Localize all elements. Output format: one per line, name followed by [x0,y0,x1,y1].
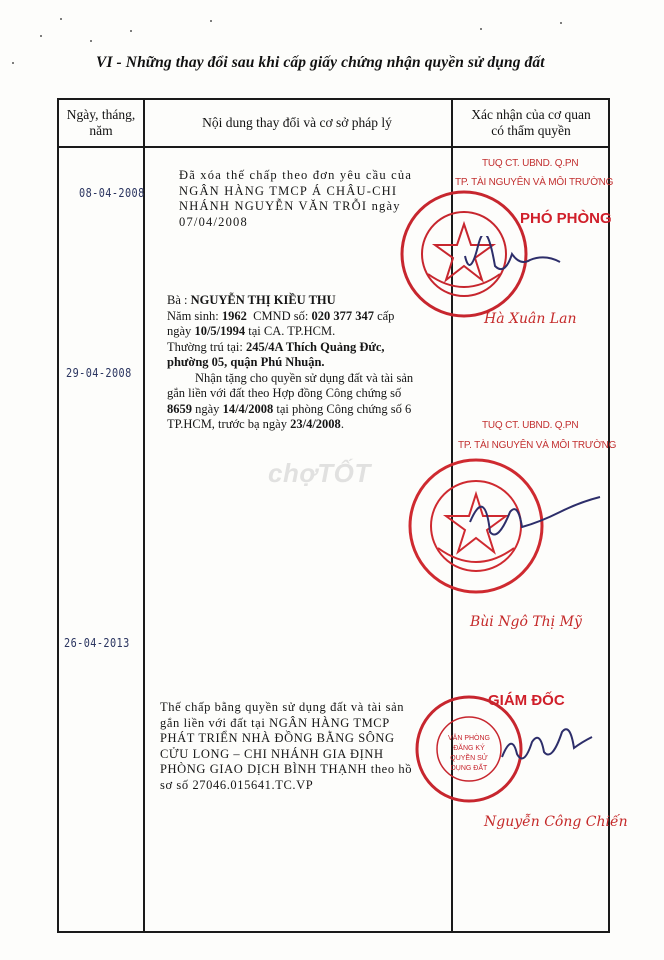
row-date: 29-04-2008 [66,366,132,380]
stamp-authority: TUQ CT. UBND. Q.PN [482,158,579,169]
header-content: Nội dung thay đổi và cơ sở pháp lý [202,115,392,130]
signer-name: Bùi Ngô Thị Mỹ [470,614,582,630]
svg-text:QUYỀN SỬ: QUYỀN SỬ [450,755,488,762]
entry-text-2: Bà : NGUYỄN THỊ KIỀU THU Năm sinh: 1962 CMND số: 020 377 347 cấp ngày 10/5/1994 tại CA. TP.HCM. Thường trú tại: 245/4A Thích Quảng Đức, phường 05, quận Phú Nhuận. Nhận tặng cho quyền sử dụng đất và tài sản gắn liền với đất theo Hợp đồng Công chứng số 8659 ngày 14/4/2008 tại phòng Công chứng số 6 TP.HCM, trước bạ ngày 23/4/2008. [167,293,457,433]
signer-name: Nguyễn Công Chiến [484,814,628,830]
page-title: VI - Những thay đổi sau khi cấp giấy chứng nhận quyền sử dụng đất [96,54,545,71]
svg-text:DỤNG ĐẤT: DỤNG ĐẤT [450,765,488,772]
signature-icon [460,482,610,552]
stamp-department: TP. TÀI NGUYÊN VÀ MÔI TRƯỜNG [455,177,614,188]
stamp-department: TP. TÀI NGUYÊN VÀ MÔI TRƯỜNG [458,440,617,451]
signature-icon [492,712,602,782]
watermark-logo: chợTỐT [268,458,371,488]
svg-text:VĂN PHÒNG: VĂN PHÒNG [447,735,491,742]
signature-icon [450,236,580,286]
svg-text:ĐĂNG KÝ: ĐĂNG KÝ [453,745,485,752]
owner-line: Bà : NGUYỄN THỊ KIỀU THU [167,293,336,307]
stamp-authority: TUQ CT. UBND. Q.PN [482,420,579,431]
header-date: Ngày, tháng, năm [66,107,136,138]
stamp-role: PHÓ PHÒNG [520,210,612,227]
entry-text-3: Thế chấp bằng quyền sử dụng đất và tài sản gắn liền với đất tại NGÂN HÀNG TMCP PHÁT TRIỂN NHÀ ĐỒNG BẰNG SÔNG CỬU LONG – CHI NHÁNH GIA ĐỊNH PHÒNG GIAO DỊCH BÌNH THẠNH theo hồ sơ số 27046.015641.TC.VP [160,700,413,792]
row-date: 26-04-2013 [64,636,130,650]
header-confirmation: Xác nhận của cơ quan có thẩm quyền [471,107,591,138]
signer-name: Hà Xuân Lan [484,311,577,327]
header-divider [59,146,608,148]
row-date: 08-04-2008 [79,186,145,200]
stamp-role: GIÁM ĐỐC [488,692,565,709]
column-divider [143,100,145,931]
entry-text-1: Đã xóa thế chấp theo đơn yêu cầu của NGÂN HÀNG TMCP Á CHÂU-CHI NHÁNH NGUYỄN VĂN TRỖI ngày 07/04/2008 [179,168,413,229]
